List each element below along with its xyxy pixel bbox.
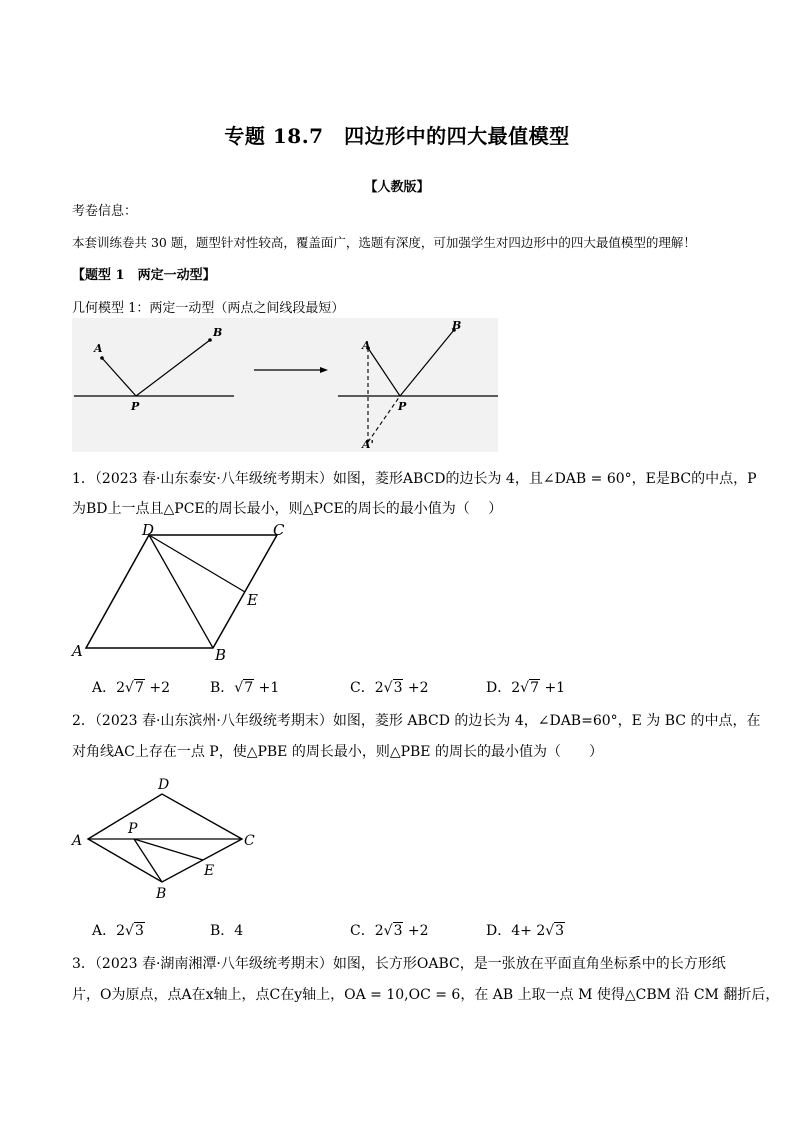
q2-option-d-coef: 4+ 2 [511,923,546,939]
q2-option-a-coef: 2 [116,923,126,939]
q2-figure [66,772,266,904]
left-point-b [208,338,212,342]
q1-option-c[interactable]: C．2√3 +2 [350,680,429,696]
right-label-b: B [452,319,462,332]
exam-info-text: 本套训练卷共 30 题，题型针对性较高，覆盖面广，选题有深度，可加强学生对四边形中的四大最值模型的理解！ [72,235,696,250]
q1-label-e: E [247,591,258,609]
right-label-a-prime: A' [362,438,374,451]
q2-label-c: C [244,833,255,849]
q1-option-b-radicand: 7 [244,680,254,696]
q2-text-line2: 对角线AC上存在一点 P，使△PBE 的周长最小，则△PBE 的周长的最小值为（ ） [72,744,603,760]
page-title: 专题 18.7 四边形中的四大最值模型 [224,124,570,148]
q2-option-b[interactable] [210,920,243,940]
q1-option-c-tail: +2 [403,680,429,696]
q1-option-a[interactable]: A．2√7 +2 [92,680,170,696]
q2-option-a-letter: A． [92,923,117,939]
q2-label-e: E [204,863,215,879]
left-point-a [100,356,104,360]
q1-text-line2: 为BD上一点且△PCE的周长最小，则△PCE的周长的最小值为（ ） [72,501,503,517]
q2-option-b-letter: B． [210,923,235,939]
q1-label-b: B [215,646,227,662]
q2-option-c[interactable]: C．2√3 +2 [350,923,429,939]
model-figure-background [72,318,498,452]
q1-option-c-coef: 2 [374,680,384,696]
q1-option-a-tail: +2 [144,680,170,696]
q1-diagonal-bd [149,535,213,648]
q2-rhombus [88,794,242,882]
q1-option-b-tail: +1 [254,680,280,696]
q2-label-a: A [72,833,83,849]
q1-label-d: D [142,521,155,539]
q2-label-p: P [128,821,138,837]
q1-segment-de [149,535,245,592]
q2-label-d: D [158,777,170,793]
q1-option-d-radicand: 7 [530,680,539,696]
q2-option-b-coef: 4 [234,923,244,939]
q1-option-a-radicand: 7 [134,680,144,696]
q1-option-d-coef: 2 [511,680,521,696]
q2-option-d[interactable]: D．4+ 2√3 [486,923,565,939]
q2-option-a-radicand: 3 [134,923,144,939]
q1-text-line1: 1．（2023 春·山东泰安·八年级统考期末）如图，菱形ABCD的边长为 4，且∠DAB = 60°，E是BC的中点，P [72,471,757,487]
q1-figure [66,520,296,662]
right-label-p: P [398,400,407,413]
q1-option-a-coef: 2 [116,680,126,696]
q2-text-line1: 2．（2023 春·山东滨州·八年级统考期末）如图，菱形 ABCD 的边长为 4，∠DAB=60°，E 为 BC 的中点，在 [72,713,761,729]
left-label-b: B [213,326,223,339]
section-heading: 【题型 1 两定一动型】 [72,268,216,283]
q2-option-c-letter: C． [350,923,375,939]
q1-option-d[interactable]: D．2√7 +1 [486,680,566,696]
right-label-a: A [362,339,371,352]
model-figure [72,318,498,452]
q3-text-line1: 3．（2023 春·湖南湘潭·八年级统考期末）如图，长方形OABC，是一张放在平面直角坐标系中的长方形纸 [72,956,726,972]
q1-option-c-letter: C． [350,680,375,696]
q2-option-c-coef: 2 [374,923,384,939]
q2-segment-pb [134,839,162,882]
q1-option-d-tail: +1 [540,680,566,696]
edition-label: 【人教版】 [364,180,430,195]
q2-segment-pe [134,839,203,860]
left-label-p: P [131,400,140,413]
q2-option-c-radicand: 3 [393,923,403,939]
q2-option-d-radicand: 3 [555,923,565,939]
q1-option-a-letter: A． [92,680,117,696]
q1-option-b[interactable]: B．√7 +1 [210,680,280,696]
q2-label-b: B [156,886,167,902]
q3-text-line2: 片，O为原点，点A在x轴上，点C在y轴上，OA = 10,OC = 6，在 AB 上取一点 M 使得△CBM 沿 CM 翻折后， [72,987,780,1003]
q1-label-c: C [273,521,285,539]
q2-option-a[interactable]: A．2√3 [92,923,144,939]
q2-option-c-tail: +2 [403,923,429,939]
q2-option-d-letter: D． [486,923,512,939]
left-label-a: A [94,342,103,355]
q1-option-d-letter: D． [486,680,512,696]
exam-info-label: 考卷信息： [72,204,138,219]
q1-option-b-letter: B． [210,680,235,696]
model-description: 几何模型 1：两定一动型（两点之间线段最短） [72,301,345,316]
q1-option-c-radicand: 3 [393,680,403,696]
q1-label-a: A [72,642,83,660]
